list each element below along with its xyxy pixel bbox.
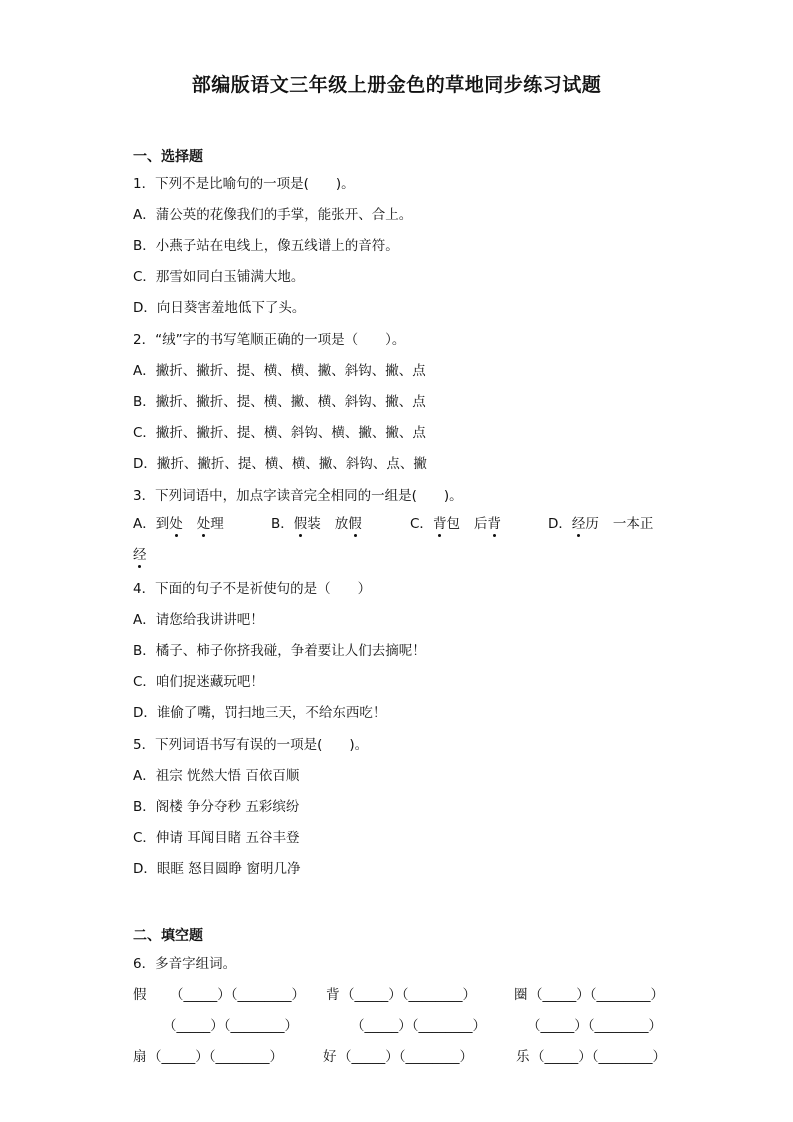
question-2-option-b: B．撇折、撇折、提、横、撇、横、斜钩、撇、点 (133, 394, 426, 410)
question-5-option-a: A．祖宗 恍然大悟 百依百顺 (133, 768, 300, 784)
dotted-char: 假 (348, 512, 362, 532)
page-title: 部编版语文三年级上册金色的草地同步练习试题 (191, 74, 602, 96)
dotted-char: 经 (572, 512, 586, 532)
dotted-char: 背 (433, 512, 447, 532)
question-4-option-a: A．请您给我讲讲吧！ (133, 612, 264, 628)
blank-pair[interactable]: （_____）（________） (527, 1018, 662, 1034)
question-4-option-c: C．咱们捉迷藏玩吧！ (133, 674, 264, 690)
question-4-option-b: B．橘子、柿子你挤我碰，争着要让人们去摘呢！ (133, 643, 426, 659)
question-4-stem: 4．下面的句子不是祈使句的是（ ） (133, 581, 372, 597)
polyphone-char: 扇 (133, 1049, 147, 1065)
question-5-option-c: C．伸请 耳闻目睹 五谷丰登 (133, 830, 300, 846)
question-3-option-d: D．经历 一本正 (548, 512, 653, 532)
polyphone-char: 好 (323, 1049, 337, 1065)
question-2-option-d: D．撇折、撇折、提、横、横、撇、斜钩、点、撇 (133, 456, 427, 472)
polyphone-char: 乐 (516, 1049, 530, 1065)
blank-pair[interactable]: （_____）（________） (148, 1049, 283, 1065)
blank-pair[interactable]: （_____）（________） (163, 1018, 298, 1034)
polyphone-char: 圈 (514, 987, 528, 1003)
question-1-option-d: D．向日葵害羞地低下了头。 (133, 300, 306, 316)
question-1-option-a: A．蒲公英的花像我们的手掌，能张开、合上。 (133, 207, 413, 223)
dotted-char: 假 (294, 512, 308, 532)
dotted-char: 处 (169, 512, 183, 532)
dotted-char: 经 (133, 543, 147, 563)
section-heading-choice: 一、选择题 (133, 149, 203, 165)
question-2-option-c: C．撇折、撇折、提、横、斜钩、横、撇、撇、点 (133, 425, 426, 441)
question-1-option-b: B．小燕子站在电线上，像五线谱上的音符。 (133, 238, 399, 254)
option-label: A． (133, 516, 156, 532)
blank-pair[interactable]: （_____）（________） (170, 987, 305, 1003)
question-3-option-b: B．假装 放假 (271, 512, 362, 532)
question-2-option-a: A．撇折、撇折、提、横、横、撇、斜钩、撇、点 (133, 363, 426, 379)
blank-pair[interactable]: （_____）（________） (531, 1049, 666, 1065)
option-label: C． (410, 516, 433, 532)
question-5-stem: 5．下列词语书写有误的一项是( )。 (133, 737, 369, 753)
question-4-option-d: D．谁偷了嘴，罚扫地三天，不给东西吃！ (133, 705, 387, 721)
option-label: B． (271, 516, 294, 532)
blank-pair[interactable]: （_____）（________） (529, 987, 664, 1003)
question-5-option-d: D．眼眶 怒目圆睁 窗明几净 (133, 861, 301, 877)
question-1-stem: 1．下列不是比喻句的一项是( )。 (133, 176, 355, 192)
blank-pair[interactable]: （_____）（________） (341, 987, 476, 1003)
blank-pair[interactable]: （_____）（________） (351, 1018, 486, 1034)
question-3-stem: 3．下列词语中，加点字读音完全相同的一组是( )。 (133, 488, 463, 504)
polyphone-char: 背 (326, 987, 340, 1003)
blank-pair[interactable]: （_____）（________） (338, 1049, 473, 1065)
polyphone-char: 假 (133, 987, 147, 1003)
question-3-option-c: C．背包 后背 (410, 512, 501, 532)
question-5-option-b: B．阁楼 争分夺秒 五彩缤纷 (133, 799, 300, 815)
dotted-char: 处 (197, 512, 211, 532)
question-3-option-a: A．到处 处理 (133, 512, 224, 532)
section-heading-fill: 二、填空题 (133, 928, 203, 944)
question-3-option-d-wrap (133, 543, 147, 563)
question-2-stem: 2．“绒”字的书写笔顺正确的一项是（ ）。 (133, 332, 406, 348)
question-6-stem: 6．多音字组词。 (133, 956, 237, 972)
option-label: D． (548, 516, 572, 532)
dotted-char: 背 (487, 512, 501, 532)
question-1-option-c: C．那雪如同白玉铺满大地。 (133, 269, 305, 285)
